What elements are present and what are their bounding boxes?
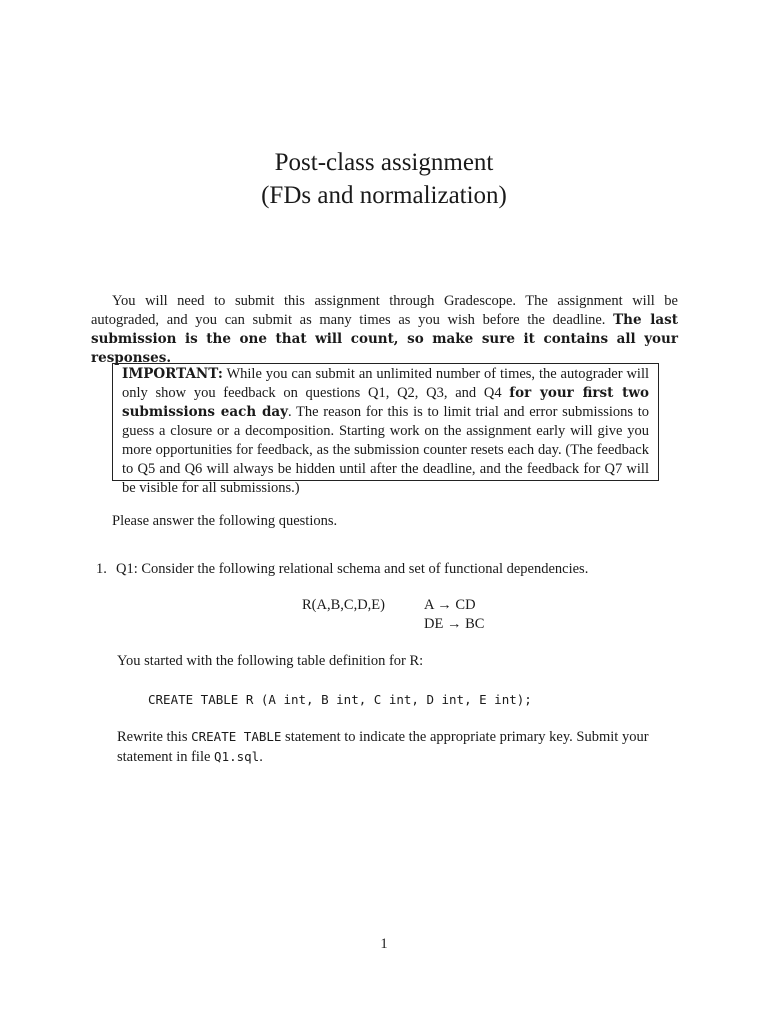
page-number: 1 bbox=[380, 936, 388, 952]
important-text-2: . The reason for this is to limit trial and error submissions to guess a closure or a decomposition. Starting work on the assignment early will give you more opportunities for feedback, as the submission counter resets each day. (The feedback to Q5 and Q6 will always be hidden until after the deadline, and the feedback for Q7 will be visible for all submissions.) bbox=[122, 404, 650, 496]
question-number: 1. bbox=[96, 561, 107, 577]
create-table-code: CREATE TABLE R (A int, B int, C int, D int, E int); bbox=[148, 692, 532, 707]
functional-dependency-2: DE → BC bbox=[424, 616, 485, 632]
intro-bold-text: The last submission is the one that will count, so make sure it contains all your responses. bbox=[91, 312, 678, 366]
title-line-1: Post-class assignment bbox=[274, 149, 494, 176]
title-line-2: (FDs and normalization) bbox=[261, 182, 507, 209]
rewrite-file: Q1.sql bbox=[214, 749, 260, 764]
important-label: IMPORTANT: bbox=[122, 366, 223, 382]
question-1-prompt-row bbox=[96, 560, 588, 579]
question-1-prompt: Q1: Consider the following relational schema and set of functional dependencies. bbox=[116, 561, 589, 577]
functional-dependency-1: A → CD bbox=[424, 597, 476, 613]
important-notice-box bbox=[112, 363, 659, 496]
rewrite-code: CREATE TABLE bbox=[191, 729, 282, 744]
rewrite-end: . bbox=[259, 749, 263, 765]
instructions-line: Please answer the following questions. bbox=[112, 513, 338, 529]
important-bold-text: for your first two submissions each day bbox=[122, 385, 649, 420]
rewrite-mid: statement to indicate the appropriate primary key. Submit your statement in file bbox=[117, 729, 649, 765]
rewrite-instructions bbox=[117, 727, 678, 767]
relation-schema: R(A,B,C,D,E) bbox=[302, 597, 385, 613]
intro-text: You will need to submit this assignment through Gradescope. The assignment will be autograded, and you can submit as many times as you wish before the deadline. bbox=[91, 293, 678, 328]
table-definition-intro: You started with the following table definition for R: bbox=[117, 653, 424, 669]
document-title bbox=[0, 146, 768, 212]
rewrite-pre: Rewrite this bbox=[117, 729, 188, 745]
important-text-1: While you can submit an unlimited number of times, the autograder will only show you feedback on questions Q1, Q2, Q3, and Q4 bbox=[122, 366, 649, 401]
intro-paragraph bbox=[91, 292, 678, 368]
functional-dependencies bbox=[424, 596, 484, 634]
